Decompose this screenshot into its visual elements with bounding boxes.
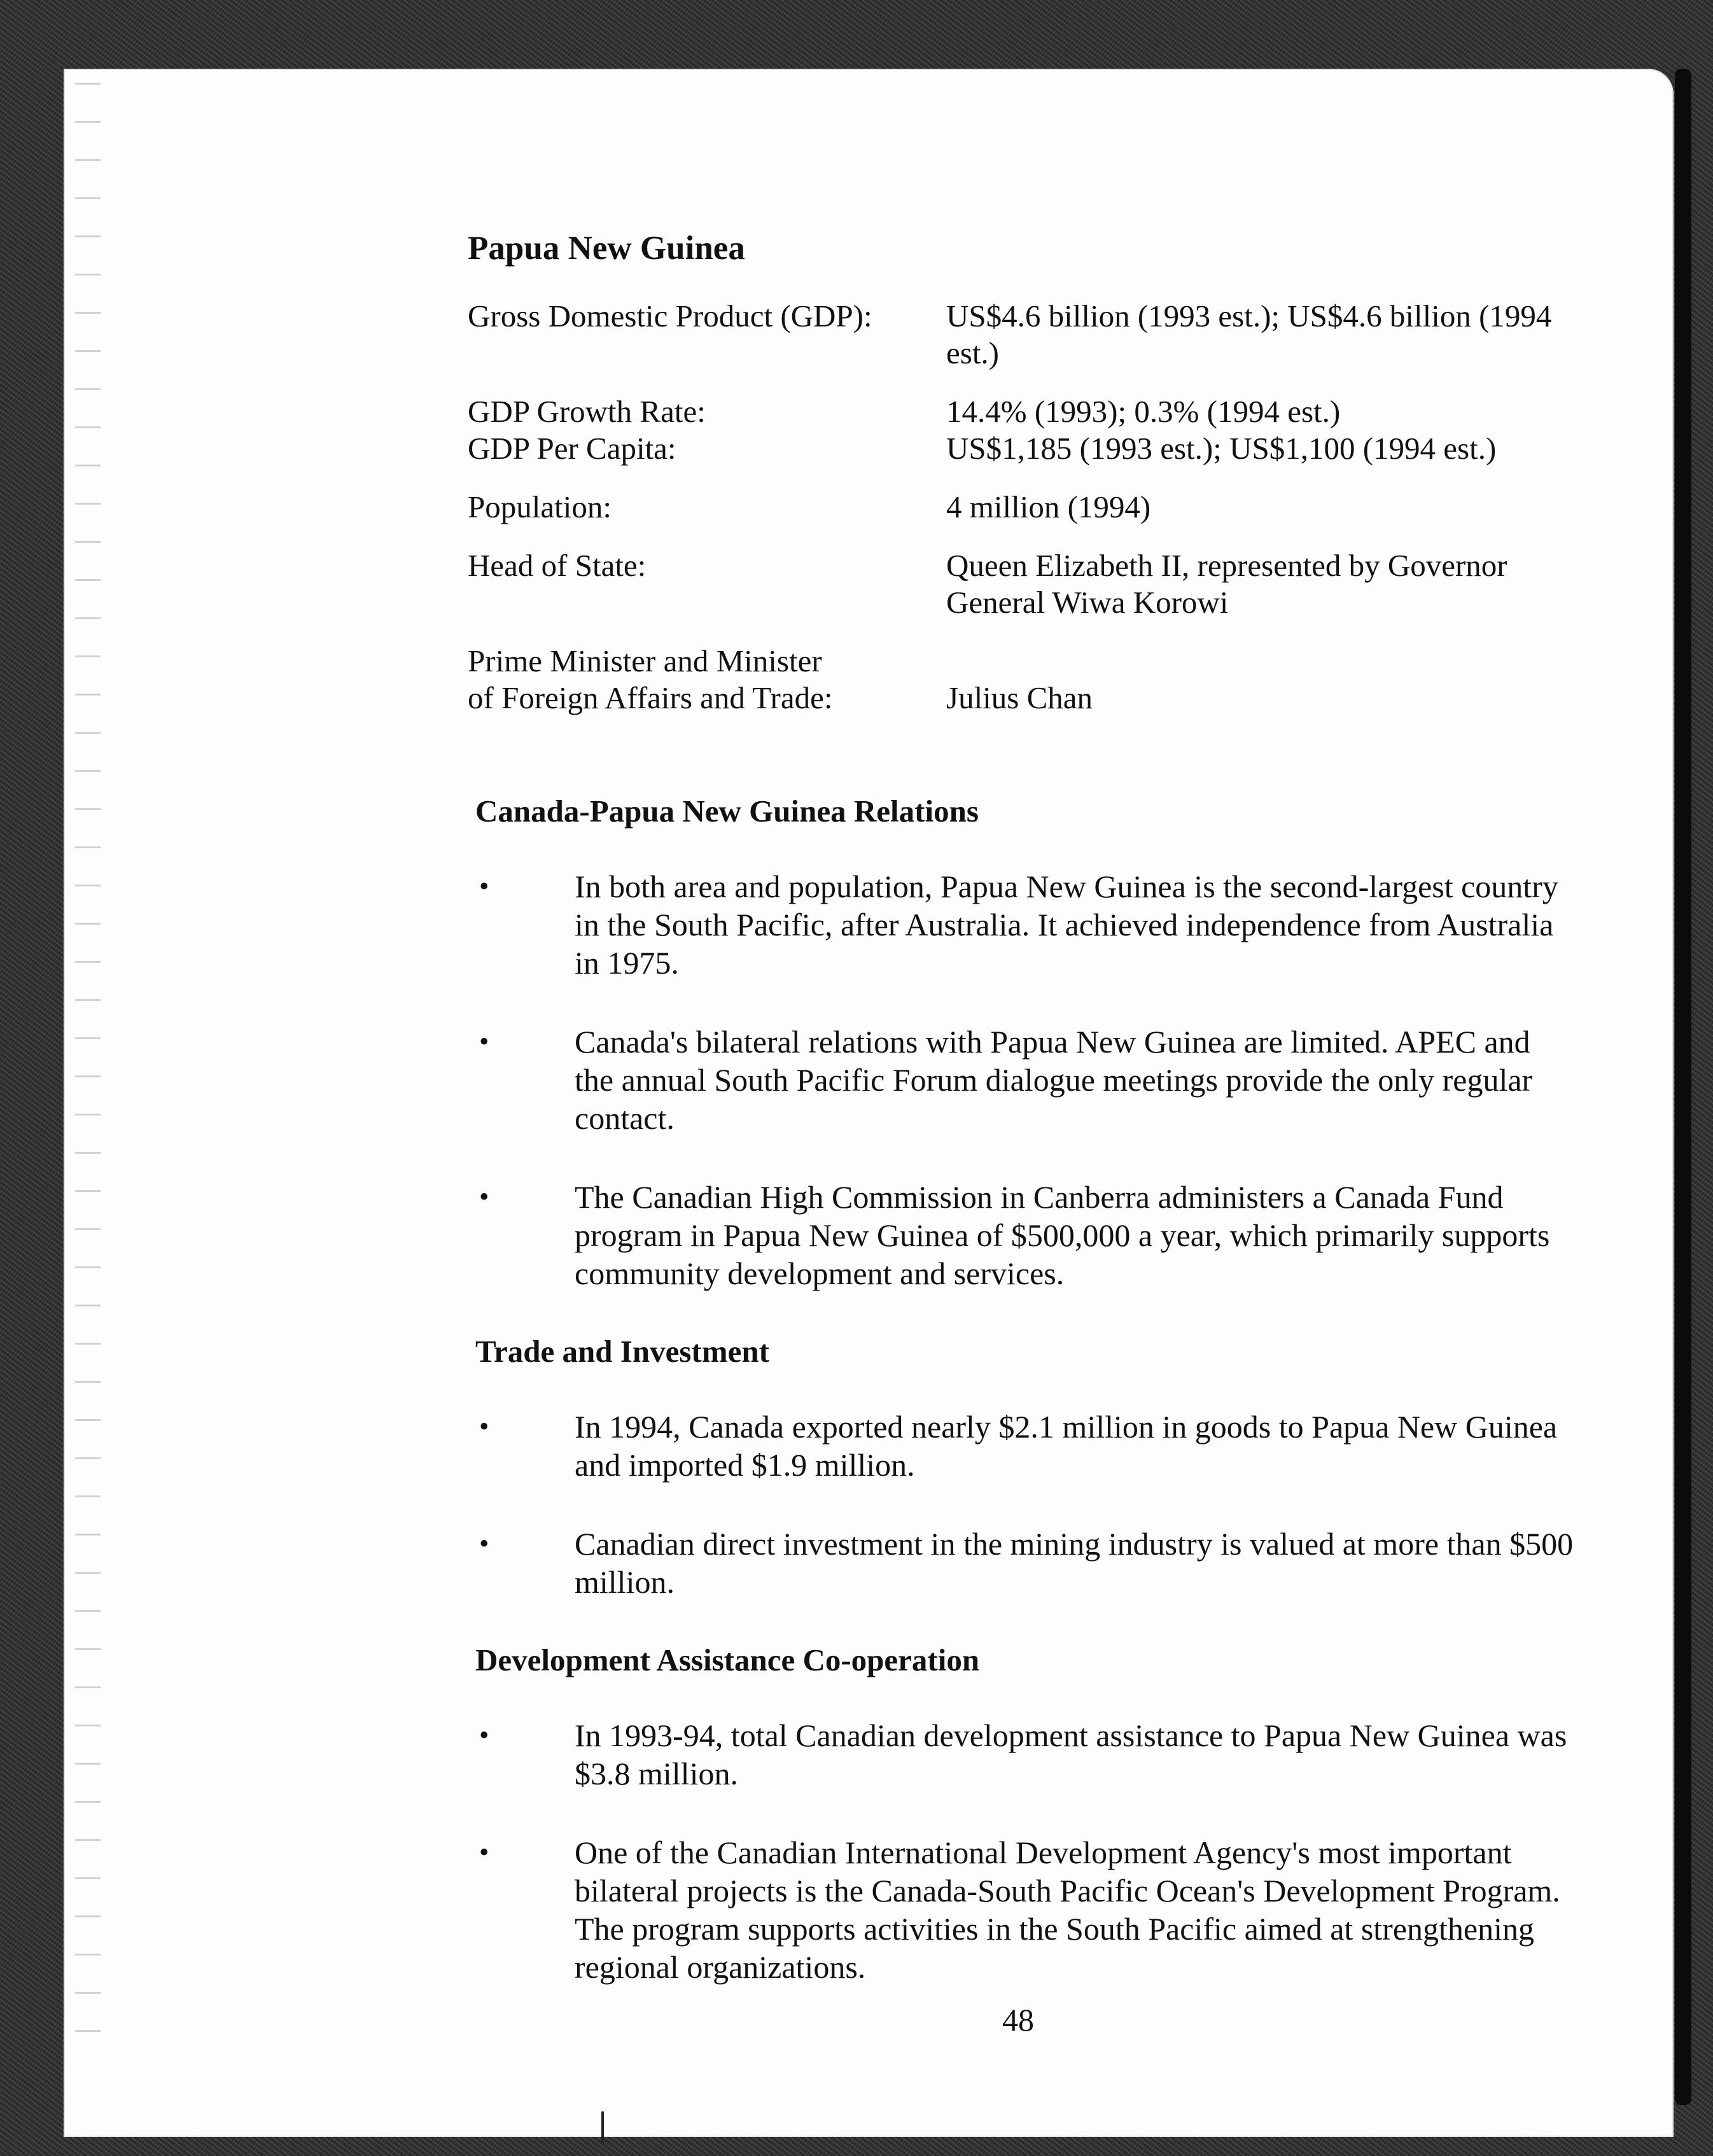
bullet-text: In 1994, Canada exported nearly $2.1 million in goods to Papua New Guinea and imported $1.9 million. (575, 1409, 1558, 1483)
bullet-icon: • (479, 1411, 489, 1442)
fact-label-head-of-state: Head of State: (468, 548, 647, 583)
bullet-icon: • (479, 1026, 489, 1057)
bullet-icon: • (479, 1181, 489, 1212)
fact-value-gdp-growth: 14.4% (1993); 0.3% (1994 est.) (946, 394, 1341, 429)
document-title: Papua New Guinea (468, 230, 745, 267)
bullet-icon: • (479, 1719, 489, 1751)
fact-label-gdp-growth: GDP Growth Rate: (468, 394, 706, 429)
document-body (468, 229, 1574, 2027)
book-binding-edge (1675, 69, 1691, 2105)
bullet-text: In 1993-94, total Canadian development assistance to Papua New Guinea was $3.8 million. (575, 1718, 1567, 1791)
fact-label-population: Population: (468, 489, 612, 524)
section-heading-trade: Trade and Investment (475, 1334, 769, 1369)
section-heading-development: Development Assistance Co-operation (475, 1642, 980, 1677)
bullet-text: Canada's bilateral relations with Papua New Guinea are limited. APEC and the annual South Pacific Forum dialogue meetings provide the only regular contact. (575, 1024, 1533, 1136)
fact-value-head-of-state: Queen Elizabeth II, represented by Governor General Wiwa Korowi (946, 548, 1507, 620)
bullet-item (468, 1023, 1574, 1137)
fact-label-gdp-per-capita: GDP Per Capita: (468, 431, 676, 466)
bullet-icon: • (479, 1528, 489, 1559)
bullet-text: The Canadian High Commission in Canberra administers a Canada Fund program in Papua New Guinea of $500,000 a year, which primarily supports community development and services. (575, 1179, 1550, 1291)
fact-value-gdp: US$4.6 billion (1993 est.); US$4.6 billion (1994 est.) (946, 298, 1552, 370)
bullet-item (468, 1716, 1574, 1793)
page-margin-marks (75, 83, 101, 2055)
country-facts-table (468, 298, 1552, 717)
bullet-item (468, 1408, 1574, 1484)
fact-value-prime-minister: Julius Chan (946, 680, 1093, 715)
bullet-text: In both area and population, Papua New Guinea is the second-largest country in the South Pacific, after Australia. It achieved independence from Australia in 1975. (575, 869, 1558, 981)
scan-artifact-mark (601, 2111, 604, 2143)
section-heading-relations: Canada-Papua New Guinea Relations (475, 794, 979, 829)
bullet-text: Canadian direct investment in the mining industry is valued at more than $500 million. (575, 1526, 1574, 1600)
page-number: 48 (1002, 2002, 1034, 2038)
bullet-icon: • (479, 871, 489, 902)
fact-label-prime-minister: Prime Minister and Minister of Foreign Affairs and Trade: (468, 643, 833, 715)
bullet-item (468, 1525, 1574, 1601)
bullet-text: One of the Canadian International Development Agency's most important bilateral projects is the Canada-South Pacific Ocean's Development Program. The program supports activities in the South Pacific aimed at strengthening regional organizations. (575, 1835, 1560, 1985)
fact-value-population: 4 million (1994) (946, 489, 1151, 524)
bullet-icon: • (479, 1837, 489, 1868)
bullet-item (468, 867, 1574, 982)
bullet-item (468, 1178, 1574, 1292)
fact-value-gdp-per-capita: US$1,185 (1993 est.); US$1,100 (1994 est.) (946, 431, 1497, 466)
fact-label-gdp: Gross Domestic Product (GDP): (468, 298, 872, 333)
bullet-item (468, 1833, 1574, 1986)
